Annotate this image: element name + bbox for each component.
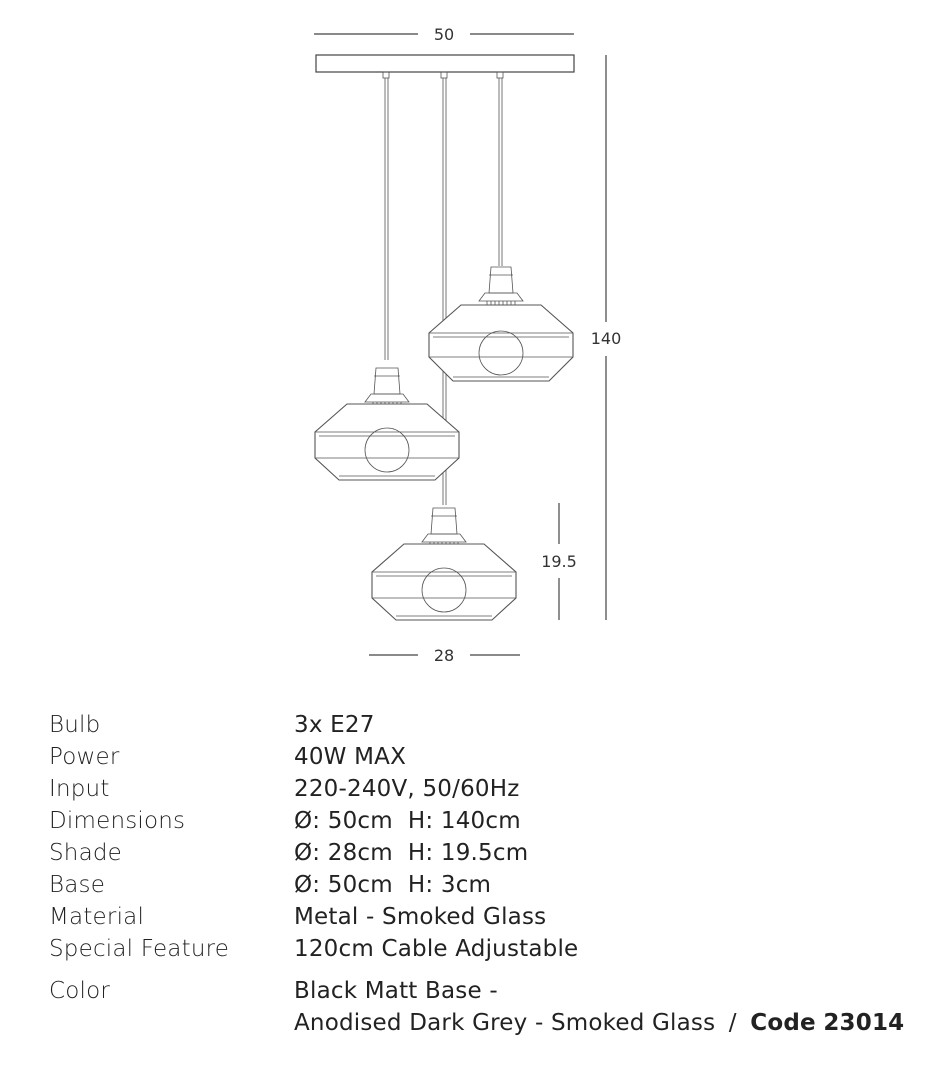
shade-height-dimension [541,503,577,620]
spec-label: Base [49,872,106,898]
product-code-value: 23014 [823,1010,905,1036]
spec-row-bulb [49,709,929,741]
shade-height-label: 19.5 [541,552,577,571]
pendant-shade-upper [429,267,573,381]
product-code-label: Code [750,1010,816,1036]
spec-row-power [49,741,929,773]
color-line-1: Black Matt Base - [294,978,498,1004]
spec-row-color [49,975,929,1039]
height-dimension-label: 140 [590,329,622,348]
spec-label: Bulb [49,712,101,738]
ceiling-canopy [316,55,574,72]
spec-value: Metal - Smoked Glass [294,904,547,930]
spec-row-material [49,901,929,933]
height-dimension [591,55,622,620]
spec-row-dimensions [49,805,929,837]
spec-value: Ø: 50cm H: 3cm [294,872,492,898]
spec-value: Ø: 28cm H: 19.5cm [294,840,529,866]
color-line-2: Anodised Dark Grey - Smoked Glass [294,1010,716,1036]
color-separator: / [728,1010,737,1036]
spec-row-input [49,773,929,805]
spec-value: Ø: 50cm H: 140cm [294,808,521,834]
width-dimension-label: 50 [433,25,455,44]
width-dimension [314,25,574,44]
spec-value: 40W MAX [294,744,407,770]
shade-width-label: 28 [433,646,455,665]
spec-label: Material [49,904,145,930]
spec-row-base [49,869,929,901]
spec-label: Power [49,744,120,770]
spec-label: Input [49,776,110,802]
spec-label: Dimensions [49,808,186,834]
shade-width-dimension [369,646,520,665]
spec-row-shade [49,837,929,869]
spec-value: 220-240V, 50/60Hz [294,776,520,802]
pendant-shade-lower [372,508,516,620]
spec-label: Special Feature [49,936,230,962]
spec-row-special-feature [49,933,929,965]
spec-label: Color [49,978,111,1004]
spec-value [294,975,929,1039]
spec-label: Shade [49,840,123,866]
specifications-table [49,709,929,1039]
spec-value: 120cm Cable Adjustable [294,936,579,962]
spec-value: 3x E27 [294,712,375,738]
pendant-shade-middle [315,368,459,480]
